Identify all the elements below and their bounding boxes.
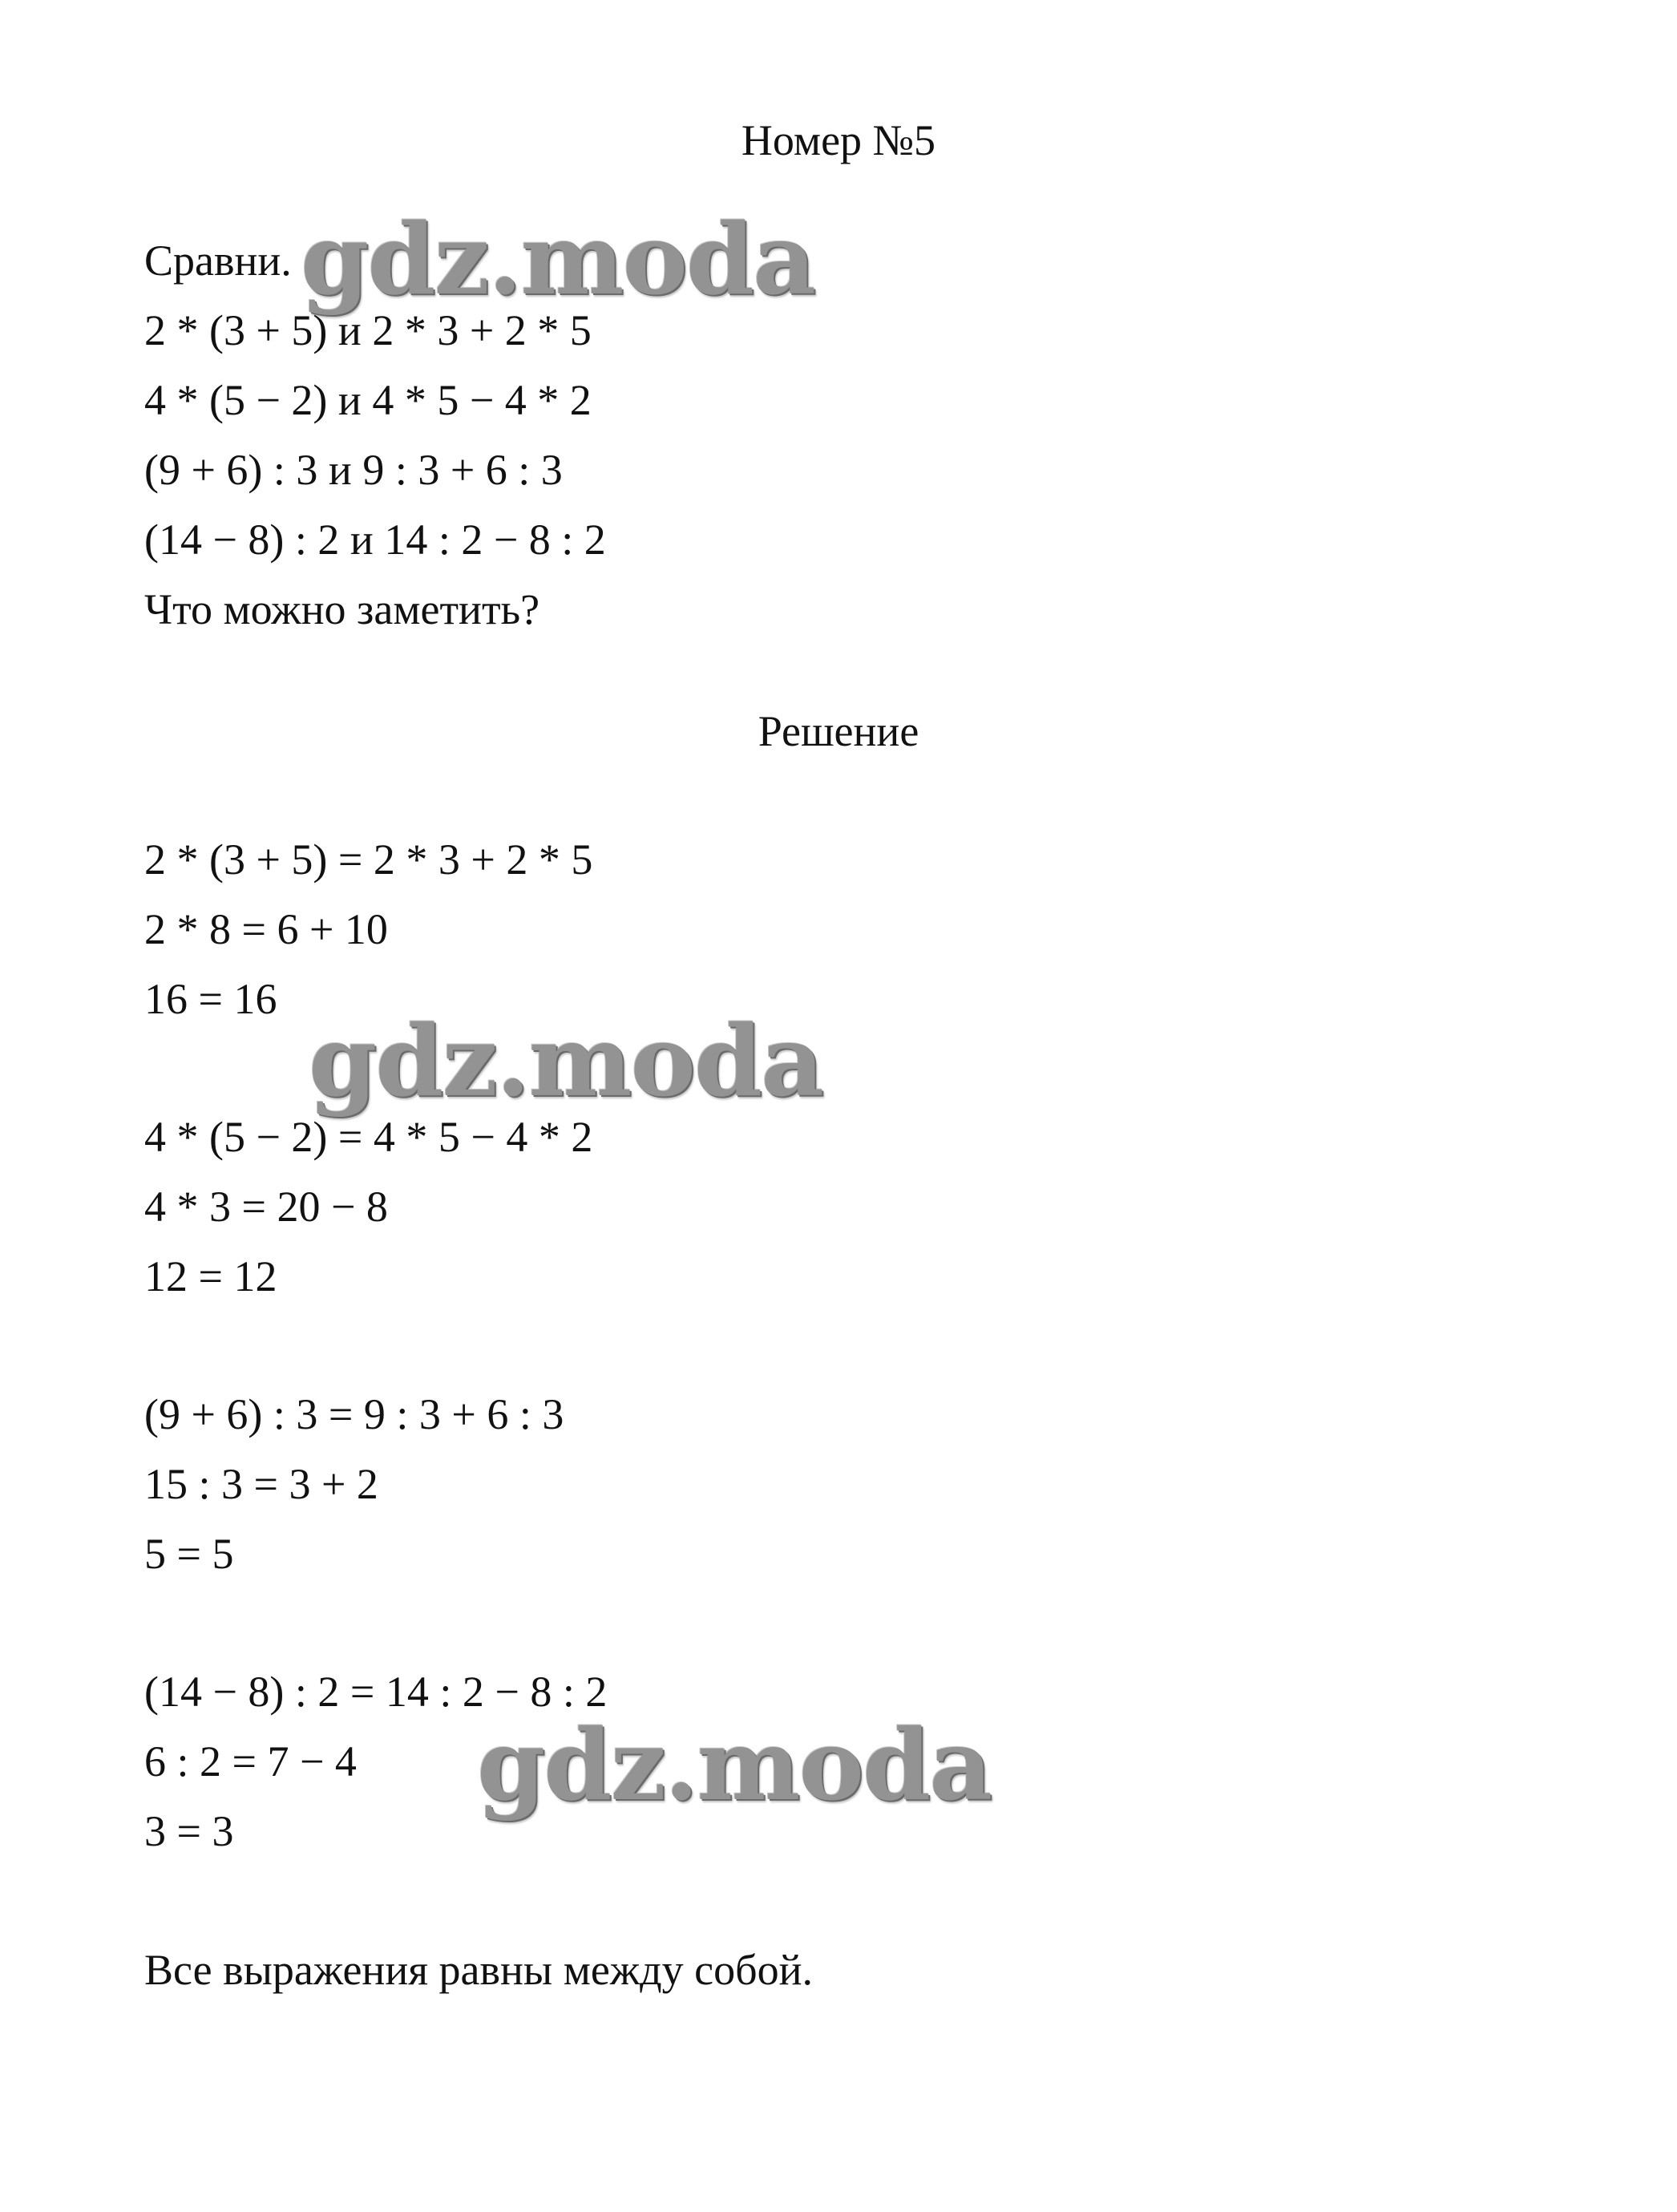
page-title: Номер №5 bbox=[741, 116, 936, 164]
task-expression-2: 4 * (5 − 2) и 4 * 5 − 4 * 2 bbox=[144, 376, 592, 424]
task-expression-4: (14 − 8) : 2 и 14 : 2 − 8 : 2 bbox=[144, 516, 606, 564]
solution-line: 16 = 16 bbox=[144, 975, 277, 1023]
watermark-logo: gdz.moda bbox=[301, 201, 815, 317]
solution-line: 6 : 2 = 7 − 4 bbox=[144, 1737, 357, 1785]
watermark-logo: gdz.moda bbox=[477, 1707, 992, 1822]
solution-line: 3 = 3 bbox=[144, 1807, 234, 1855]
task-question: Что можно заметить? bbox=[144, 585, 540, 633]
solution-line: 12 = 12 bbox=[144, 1252, 277, 1300]
solution-heading: Решение bbox=[758, 707, 919, 755]
solution-conclusion: Все выражения равны между собой. bbox=[144, 1946, 813, 1994]
solution-line: 5 = 5 bbox=[144, 1530, 234, 1578]
solution-line: 2 * (3 + 5) = 2 * 3 + 2 * 5 bbox=[144, 835, 593, 884]
task-expression-1: 2 * (3 + 5) и 2 * 3 + 2 * 5 bbox=[144, 306, 592, 354]
solution-line: 15 : 3 = 3 + 2 bbox=[144, 1460, 378, 1508]
solution-line: (14 − 8) : 2 = 14 : 2 − 8 : 2 bbox=[144, 1668, 608, 1716]
solution-line: (9 + 6) : 3 = 9 : 3 + 6 : 3 bbox=[144, 1390, 564, 1438]
task-prompt: Сравни. bbox=[144, 237, 292, 285]
task-expression-3: (9 + 6) : 3 и 9 : 3 + 6 : 3 bbox=[144, 446, 563, 494]
solution-line: 2 * 8 = 6 + 10 bbox=[144, 905, 388, 953]
solution-line: 4 * 3 = 20 − 8 bbox=[144, 1183, 388, 1231]
watermark-logo: gdz.moda bbox=[309, 1003, 823, 1118]
solution-line: 4 * (5 − 2) = 4 * 5 − 4 * 2 bbox=[144, 1113, 593, 1161]
